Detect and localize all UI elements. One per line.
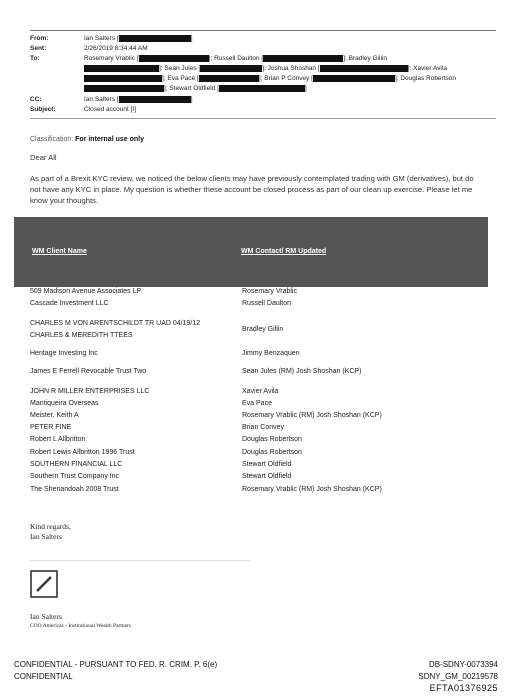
table-row-client: PETER FINE xyxy=(30,424,72,431)
subject-label: Subject: xyxy=(30,106,56,113)
to-line-1: Rosemary Vrablic [ ]; Russell Daulton [ ]; Bradley Gillin xyxy=(84,55,387,63)
to-line-2: ]; Sean Jules [ ]; Joshua Shoshan [ ]; Xavier Avila xyxy=(84,65,447,72)
header-bottom-rule xyxy=(30,118,496,119)
footer-confidential-line2: CONFIDENTIAL xyxy=(14,672,73,681)
body-paragraph: As part of a Brexit KYC review, we noticed the below clients may have previously contemplated trading with GM (derivatives), but do not have any KYC in place. My question is whether these account be closed process as part of our clean up exercise. Please let me know your thoughts. xyxy=(30,174,474,205)
table-row-contact: Douglas Robertson xyxy=(242,436,302,443)
deutsche-bank-logo-icon xyxy=(30,570,58,598)
table-row-contact: Rosemary Vrablic (RM) Josh Shoshan (KCP) xyxy=(242,412,382,419)
from-label: From: xyxy=(30,35,49,42)
table-row-client: CHARLES M VON ARENTSCHILDT TR UAD 04/19/12 xyxy=(30,320,201,327)
signature-title: COO Americas - Institutional Wealth Partners xyxy=(30,623,132,629)
footer-bates-3: EFTA01376925 xyxy=(429,683,498,693)
greeting: Dear All xyxy=(30,153,57,162)
footer-bates-1: DB-SDNY-0073394 xyxy=(428,660,498,669)
cc-value: Ian Salters [ ] xyxy=(84,96,193,104)
table-row-contact: Rosemary Vrablic xyxy=(242,288,297,295)
table-row-client: Cascade Investment LLC xyxy=(30,300,109,307)
column-header-contact: WM Contact/ RM Updated xyxy=(241,248,327,255)
table-row-contact: Jimmy Benzaquen xyxy=(242,350,300,357)
cc-label: CC: xyxy=(30,96,42,103)
signature-name: Ian Salters xyxy=(30,612,62,621)
table-header-bar xyxy=(14,217,488,287)
to-line-4: ]; Stewart Oldfield [ ] xyxy=(84,85,307,92)
table-row-client: The Shenandoah 2008 Trust xyxy=(30,486,119,493)
to-label: To: xyxy=(30,55,40,62)
sent-value: 2/26/2019 8:34:44 AM xyxy=(84,45,148,52)
sent-label: Sent: xyxy=(30,45,47,52)
table-row-contact: Xavier Avila xyxy=(242,388,279,395)
column-header-client: WM Client Name xyxy=(32,248,87,255)
table-row-client: Heritage Investing Inc xyxy=(30,350,98,357)
table-row-client: Robert L Allbritton xyxy=(30,436,86,443)
table-row-contact: Rosemary Vrablic (RM) Josh Shoshan (KCP) xyxy=(242,486,382,493)
table-row-client: Mantiqueira Overseas xyxy=(30,400,99,407)
subject-value: Closed account [I] xyxy=(84,106,137,113)
table-row-contact: Stewart Oldfield xyxy=(242,461,292,468)
classification: Classification: For internal use only xyxy=(30,136,144,143)
footer-bates-2: SDNY_GM_00219578 xyxy=(418,672,498,681)
signoff-name: Ian Salters xyxy=(30,532,62,541)
table-row-client: James E Ferrell Revocable Trust Two xyxy=(30,368,147,375)
from-value: Ian Salters [ ] xyxy=(84,35,193,43)
table-row-client: Meister, Keith A xyxy=(30,412,79,419)
table-row-client: 509 Madison Avenue Associates LP xyxy=(30,288,142,295)
table-row-client: JOHN R MILLER ENTERPRISES LLC xyxy=(30,388,150,395)
table-row-contact: Douglas Robertson xyxy=(242,449,302,456)
table-row-client-line2: CHARLES & MEREDITH TTEES xyxy=(30,332,133,339)
table-row-client: SOUTHERN FINANCIAL LLC xyxy=(30,461,123,468)
to-line-3: ]; Eva Pace [ ]; Brian P Convey [ ]; Douglas Robertson xyxy=(84,75,456,82)
table-row-contact: Sean Jules (RM) Josh Shoshan (KCP) xyxy=(242,368,362,375)
signoff-regards: Kind regards, xyxy=(30,522,71,531)
table-row-contact: Brian Convey xyxy=(242,424,285,431)
table-row-client: Southern Trust Company Inc xyxy=(30,473,120,480)
signature-divider xyxy=(30,560,250,561)
footer-confidential-line1: CONFIDENTIAL - PURSUANT TO FED. R. CRIM. P. 6(e) xyxy=(14,660,218,669)
table-row-contact: Bradley Gillin xyxy=(242,326,284,333)
header-top-rule xyxy=(30,30,496,31)
table-row-contact: Russell Daulton xyxy=(242,300,292,307)
table-row-contact: Eva Pace xyxy=(242,400,272,407)
table-row-client: Robert Lewis Allbritton 1996 Trust xyxy=(30,449,135,456)
table-row-contact: Stewart Oldfield xyxy=(242,473,292,480)
